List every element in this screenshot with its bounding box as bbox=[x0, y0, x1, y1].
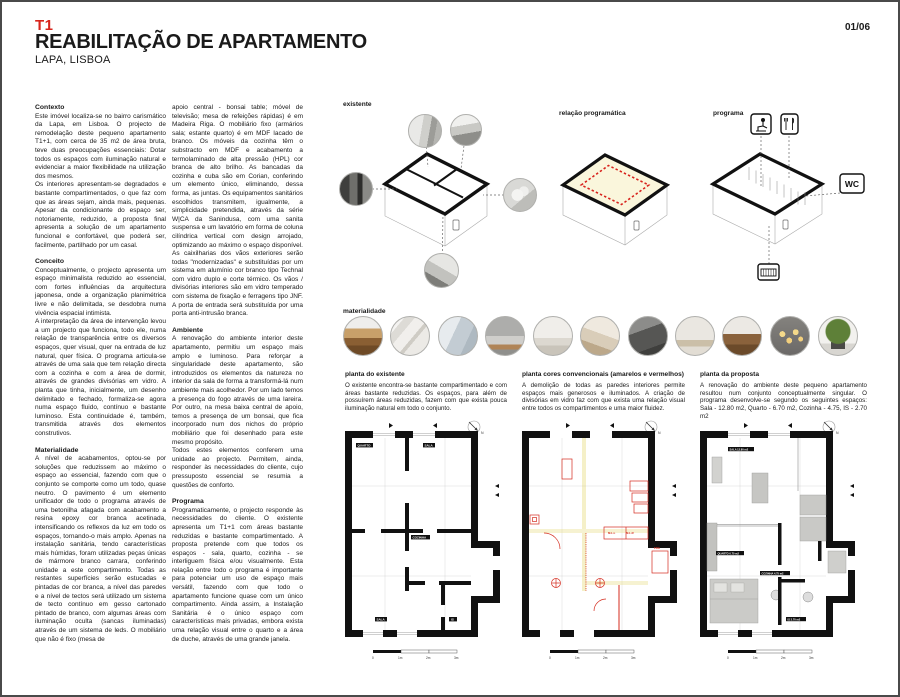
material-photo-pendant-lamps bbox=[770, 316, 810, 356]
svg-text:2m: 2m bbox=[603, 656, 608, 660]
material-photo-white-kitchen bbox=[533, 316, 573, 356]
svg-text:IS 2.70 m2: IS 2.70 m2 bbox=[787, 618, 801, 622]
svg-text:SALA: SALA bbox=[376, 617, 385, 622]
svg-text:M.L.R: M.L.R bbox=[626, 531, 634, 535]
vent-arrow bbox=[744, 423, 748, 428]
new-construction-red bbox=[530, 459, 668, 630]
svg-text:1m: 1m bbox=[575, 656, 580, 660]
heading-ambiente: Ambiente bbox=[172, 326, 203, 334]
sala-icon bbox=[751, 114, 771, 134]
caption-title: planta cores convencionais (amarelos e vermelhos) bbox=[522, 371, 684, 378]
side-arrow bbox=[850, 484, 854, 488]
text-column-2 bbox=[172, 104, 303, 644]
ambiente-paragraph-1: A renovação do ambiente interior deste apartamento, permitiu um espaço mais amplo e luminoso. Para reforçar a singularidade deste apartamento, são introduzidos os elementos da natureza no interior da sala de forma a transformá-lá num ambiente mais acolhedor. Por um lado temos a presença do fogo através de uma lareira. Por outro, na mesa baixa central de apoio, temos a presença de um bonsai, que fica incorporado num dos nichos do próprio mobiliário que foi desenhado para este mesmo propósito. bbox=[172, 335, 303, 446]
vent-arrow bbox=[610, 423, 614, 428]
axon-door bbox=[453, 220, 459, 230]
material-photo-wood-vanity bbox=[722, 316, 762, 356]
svg-text:2m: 2m bbox=[781, 656, 786, 660]
photo-callout-hallway bbox=[408, 114, 442, 148]
svg-text:SALA: SALA bbox=[424, 443, 433, 448]
ambiente-paragraph-2: Todos estes elementos conferem uma unidade ao projecto. Permitem, ainda, responder às necessidades do cliente, cujo pressuposto essencial se resumia a questões de conforto. bbox=[172, 447, 303, 489]
title-rest: DE APARTAMENTO bbox=[181, 31, 367, 53]
floor-plan-proposta bbox=[700, 410, 858, 662]
photo-callout-bathroom-window bbox=[450, 114, 482, 146]
scale-bar bbox=[372, 650, 459, 660]
caption-title: planta da proposta bbox=[700, 371, 759, 378]
svg-text:N: N bbox=[481, 431, 484, 435]
svg-text:3m: 3m bbox=[454, 656, 459, 660]
svg-text:IS: IS bbox=[451, 617, 454, 622]
label-relacao-programatica: relação programática bbox=[559, 110, 626, 117]
svg-text:0: 0 bbox=[727, 656, 729, 660]
vent-arrow bbox=[389, 423, 393, 428]
page-title bbox=[35, 31, 367, 54]
floor-plan-existente bbox=[345, 410, 503, 662]
page-subtitle: LAPA, LISBOA bbox=[35, 54, 111, 66]
material-photo-grey-interior bbox=[485, 316, 525, 356]
heading-programa: Programa bbox=[172, 498, 204, 506]
caption-title: planta do existente bbox=[345, 371, 405, 378]
svg-text:M.L.L: M.L.L bbox=[608, 531, 616, 535]
side-arrow bbox=[672, 484, 676, 488]
side-arrow bbox=[672, 493, 676, 497]
vent-arrow bbox=[566, 423, 570, 428]
quarto-icon bbox=[758, 264, 779, 280]
material-photo-glass-partition bbox=[438, 316, 478, 356]
svg-text:1m: 1m bbox=[753, 656, 758, 660]
vent-arrow bbox=[788, 423, 792, 428]
material-photo-carrara-marble bbox=[390, 316, 430, 356]
scale-bar bbox=[549, 650, 636, 660]
axonometric-relacao bbox=[548, 115, 718, 265]
axon-door bbox=[783, 220, 788, 229]
title-strong: REABILITAÇÃO bbox=[35, 31, 182, 53]
heading-contexto: Contexto bbox=[35, 104, 65, 111]
page-number: 01/06 bbox=[845, 22, 871, 33]
floor-plan-convencionais bbox=[522, 410, 680, 662]
photo-callout-sanitary bbox=[503, 178, 537, 212]
axon-plan-walls bbox=[713, 154, 822, 214]
exterior-walls bbox=[522, 431, 677, 637]
photo-callout-room-corner bbox=[424, 253, 459, 288]
project-code: T1 bbox=[35, 17, 54, 34]
svg-text:COZINHA: COZINHA bbox=[412, 535, 427, 540]
caption-text: A renovação do ambiente deste pequeno apartamento resultou num conjunto conceptualmente singular. O programa desenvolve-se segundo os seguintes espaços: Sala - 12.80 m2, Quarto - 6.70 m2, Cozinha - 4.75, IS - 2.70 m2 bbox=[700, 381, 867, 420]
side-arrow bbox=[495, 484, 499, 488]
windows bbox=[363, 431, 500, 637]
heading-materialidade: Materialidade bbox=[35, 446, 79, 454]
svg-text:0: 0 bbox=[372, 656, 374, 660]
svg-text:SALA 12.80 m2: SALA 12.80 m2 bbox=[729, 448, 749, 452]
heading-conceito: Conceito bbox=[35, 258, 65, 266]
axon-plan-walls bbox=[563, 155, 667, 215]
exterior-walls bbox=[345, 431, 500, 637]
svg-text:0: 0 bbox=[549, 656, 551, 660]
axonometric-programa bbox=[705, 112, 890, 302]
materialidade-paragraph-1: A nível de acabamentos, optou-se por soluções que reduzissem ao máximo o espaço ao essencial, fazendo com que o conjunto se comporte como um todo, quase neutro. O pavimento é um elemento unificador de todo o programa através de uma betonilha afagada com acabamento a resina epoxy cor branca acetinada, intensificando os reflexos da luz em todo os espaços, tornando-o mais amplo. Apenas na instalação sanitária, tendo características mais húmidas, foram utilizadas peças únicas de mármore branco carrara, conferindo unidade a este compartimento. Todas as restantes superfícies serão estucadas e pintadas de cor branca, a nível das paredes e a nível de tectos será utilizado um sistema de tecto contínuo em gesso cartonado pintado de branco, com algumas áreas com iluminação oculta (sancas iluminadas) através de um sistema de leds. O mobiliário que não é fixo (mesa de bbox=[35, 455, 166, 643]
label-materialidade: materialidade bbox=[343, 308, 386, 315]
svg-text:2m: 2m bbox=[426, 656, 431, 660]
contexto-paragraph-2: Os interiores apresentam-se degradados e bastante compartimentados, o que faz com que as áreas sejam, ainda mais, pequenas. Apesar da condicionante do espaço ser, notoriamente, reduzido, a proposta final apresenta a solução de um apartamento funcional e confortável, que poderá ser, facilmente, partilhado por um casal. bbox=[35, 181, 166, 249]
scale-bar bbox=[727, 650, 814, 660]
materialidade-continuation: apoio central - bonsai table; móvel de televisão; mesa de refeições rápidas) é em Madeira Riga. O mobiliário fixo (armários sala; estante quarto) é em MDF lacado de branco. Os móveis da cozinha têm o substracto em MDF e acabamento a termolaminado de alta pressão (HPL) cor branca de alto brilho. As bancadas da cozinha e cuba são em Corian, conferindo um elemento único, eliminando, dessa forma, as juntas. Os equipamentos sanitários escolhidos transmitem, igualmente, a simplicidade pretendida, através da série W|CA da Sanindusa, com uma sanita suspensa e um lavatório em forma de coluna cilíndrica vertical com design arrojado, optimizando ao máximo o espaço disponível. As caixilharias dos vãos exteriores serão todas "modernizadas" e substituídas por um sistema em alumínio cor branco tipo Technal com vidro duplo e corte térmico. Os vãos / divisórias interiores são em vidro temperado com sistema de fixação e ferragens tipo JNF. A porta de entrada será substituída por uma porta anti-intrusão branca. bbox=[172, 104, 303, 318]
axon-door bbox=[634, 221, 639, 230]
caption-text: O existente encontra-se bastante compartimentado e com áreas bastante reduzidas. Os espaços, para além de possuírem áreas reduzidas, fazem com que exista pouca iluminação natural em todo o conjunto. bbox=[345, 381, 507, 413]
caption-planta-existente bbox=[345, 371, 507, 413]
material-photo-beige-interior bbox=[580, 316, 620, 356]
svg-text:N: N bbox=[658, 431, 661, 435]
furniture bbox=[707, 457, 846, 623]
svg-text:3m: 3m bbox=[809, 656, 814, 660]
photo-callout-dark-interior bbox=[339, 172, 373, 206]
caption-planta-convencionais bbox=[522, 371, 685, 413]
svg-text:3m: 3m bbox=[631, 656, 636, 660]
wc-label: WC bbox=[844, 179, 860, 189]
text-column-1 bbox=[35, 104, 166, 644]
programa-paragraph-1: Programaticamente, o projecto responde às necessidades do cliente. O existente apresenta um T1+1 com áreas bastante reduzidas e bastante compartimentado. A proposta pretende com que todos os espaços - sala, quarto, cozinha - se interliguem física e/ou visualmente. Esta relação entre todo o programa é importante para potenciar um uso de espaço mais versátil, fazendo com que todo o apartamento funcione quase com um único compartimento. Ainda assim, a Instalação Sanitária é o único espaço com características mais privadas, embora exista uma relação visual entre o quarto e a área de duche, através de uma grande janela. bbox=[172, 506, 303, 643]
svg-text:COZINHA 4.75 m2: COZINHA 4.75 m2 bbox=[761, 572, 784, 576]
side-arrow bbox=[850, 493, 854, 497]
material-photo-wood-furniture bbox=[343, 316, 383, 356]
contexto-paragraph-1: Este imóvel localiza-se no bairro carismático da Lapa, em Lisboa. O projecto de remodelação deste pequeno apartamento T1+1, com cerca de 35 m2 de área bruta, teve duas preocupações essenciais: Dotar todos os espaços com iluminação natural e evidenciar a maior flexibilidade na utilização dos mesmos. bbox=[35, 112, 166, 180]
svg-text:1m: 1m bbox=[398, 656, 403, 660]
side-arrow bbox=[495, 493, 499, 497]
svg-text:QUARTO: QUARTO bbox=[357, 443, 371, 448]
caption-text: A demolição de todas as paredes interiores permite espaços mais generosos e iluminados. A criação de divisórias em vidro faz com que exista uma relação visual entre todos os compartimentos e uma maior fluidez. bbox=[522, 381, 685, 413]
interior-walls bbox=[352, 438, 471, 630]
label-programa: programa bbox=[713, 110, 744, 117]
conceito-paragraph-2: A interpretação da área de intervenção levou a um projecto que funciona, todo ele, numa relação de transparência entre os diversos espaços, quer visual, quer na entrada de luz natural, quer física. O programa articula-se através de uma sala que tem relação directa com a cozinha e com a área de dormir, através de grandes divisórias em vidro. A planta que tinha, inicialmente, um desenho delimitado e fechado, formaliza-se agora numa espaço fluido, contínuo e bastante luminoso. Esta continuidade é, também, transmitida através dos elementos construtivos. bbox=[35, 318, 166, 437]
material-photo-bonsai bbox=[818, 316, 858, 356]
material-photo-corian bbox=[628, 316, 668, 356]
dimension-lines bbox=[352, 438, 471, 630]
demolished-walls-yellow bbox=[529, 438, 648, 591]
label-existente: existente bbox=[343, 101, 372, 108]
svg-text:FRG: FRG bbox=[654, 546, 660, 550]
cozinha-icon bbox=[781, 114, 798, 134]
svg-text:QUARTO 6.70 m2: QUARTO 6.70 m2 bbox=[717, 552, 739, 556]
wc-callout bbox=[840, 174, 864, 193]
conceito-paragraph-1: Conceptualmente, o projecto apresenta um espaço minimalista reduzido ao essencial, com fortes influências da arquitectura japonesa, onde a organização planimétrica livre e não delimitada, se desdobra numa vivência espacial intimista. bbox=[35, 266, 166, 317]
material-photo-white-cabinet bbox=[675, 316, 715, 356]
vent-arrow bbox=[433, 423, 437, 428]
svg-text:N: N bbox=[836, 431, 839, 435]
